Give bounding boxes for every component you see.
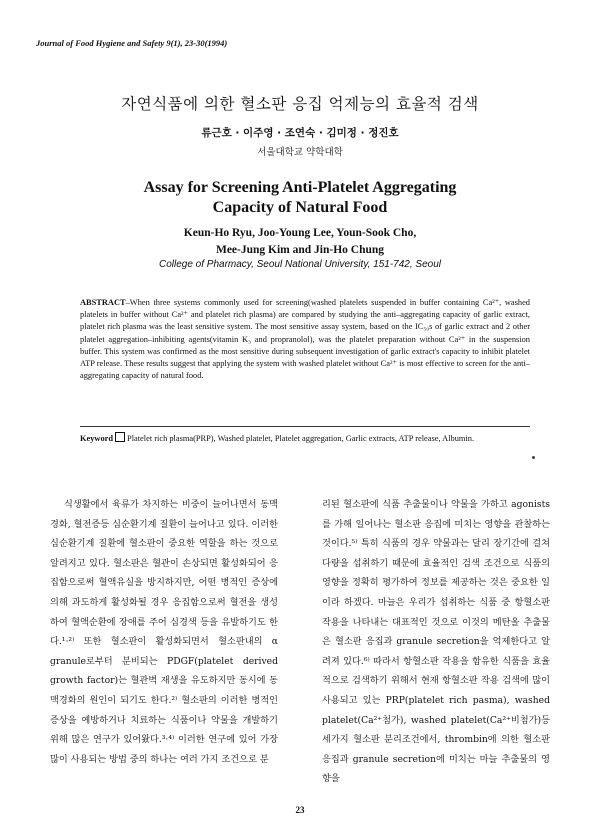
- checkbox-square-icon: [115, 432, 125, 442]
- abstract-text: –When three systems commonly used for screening(washed platelets suspended in buffer containing Ca²⁺, washed platelets in buffer without Ca²⁺ and platelet rich plasma) are compared by studying the anti–aggregating capacity of garlic extract, platelet rich plasma was the least sensitive system. The most sensitive assay system, based on the IC₅₀s of garlic extract and 2 other platelet aggregation–inhibiting agents(vitamin K₃ and propranolol), was the platelet preparation without Ca²⁺ in the suspension buffer. This system was confirmed as the most sensitive during subsequent investigation of garlic extract's capacity to inhibit platelet ATP release. These results suggest that applying the system with washed platelet without Ca²⁺ is most effective to screen for the anti–aggregating capacity of natural food.: [80, 298, 530, 381]
- body-column-right: [322, 495, 550, 789]
- journal-header: Journal of Food Hygiene and Safety 9(1), 23-30(1994): [36, 38, 228, 48]
- title-korean: 자연식품에 의한 혈소판 응집 억제능의 효율적 검색: [121, 95, 479, 113]
- authors-english-line-2: Mee-Jung Kim and Jin-Ho Chung: [215, 244, 385, 256]
- keyword-text: Platelet rich plasma(PRP), Washed platelet, Platelet aggregation, Garlic extracts, ATP release, Albumin.: [127, 434, 475, 443]
- body-paragraph: 식생활에서 육류가 차지하는 비중이 늘어나면서 동맥경화, 혈전증등 심순환기계 질환이 늘어나고 있다. 이러한 심순환기계 질환에 혈소판이 중요한 역할을 하는 것으로 알려지고 있다. 혈소판은 혈관이 손상되면 활성화되어 응집함으로써 혈액유실을 방지하지만, 어떤 병적인 증상에 의해 과도하게 활성화될 경우 응집함으로써 혈전을 생성하여 혈액순환에 장애를 주어 심경색 등을 유발하기도 한다.¹·²⁾ 또한 혈소판이 활성화되면서 혈소판내의 α granule로부터 분비되는 PDGF(platelet derived growth factor)는 혈관벽 재생을 유도하지만 동시에 동맥경화의 원인이 되기도 한다.²⁾ 혈소판의 이러한 병적인 증상을 예방하거나 치료하는 식품이나 약물을 개발하기 위해 많은 연구가 있어왔다.³·⁴⁾ 이러한 연구에 있어 가장 많이 사용되는 방법 중의 하나는 여러 가지 조건으로 분: [50, 499, 278, 765]
- stray-dot-mark: [532, 456, 535, 459]
- abstract: [80, 297, 530, 382]
- affiliation-korean: 서울대학교 약학대학: [257, 147, 343, 158]
- abstract-label: ABSTRACT: [80, 298, 126, 307]
- keyword-divider: [80, 426, 530, 427]
- affiliation-english: College of Pharmacy, Seoul National University, 151-742, Seoul: [158, 259, 441, 270]
- authors-english: [0, 225, 600, 259]
- body-paragraph: 리된 혈소판에 식품 추출물이나 약물을 가하고 agonists를 가해 일어나는 혈소판 응집에 미치는 영향을 관찰하는 것이다.⁵⁾ 특히 식품의 경우 약물과는 달리 장기간에 걸쳐 다량을 섭취하기 때문에 효율적인 검색 조건으로 식품의 영향을 정확히 평가하여 정보를 제공하는 것은 중요한 일이라 하겠다. 마늘은 우리가 섭취하는 식품 중 항혈소판 작용을 나타내는 대표적인 것으로 이것의 메탄올 추출물은 혈소판 응집과 granule secretion을 억제한다고 알려져 있다.⁶⁾ 따라서 항혈소판 작용을 함유한 식품을 효율적으로 검색하기 위해서 현재 항혈소판 작용 검색에 많이 사용되고 있는 PRP(platelet rich pasma), washed platelet(Ca²⁺첨가), washed platelet(Ca²⁺비첨가)등 세가지 혈소판 분리조건에서, thrombin에 의한 혈소판응집과 granule secretion에 미치는 마늘 추출물의 영향을: [322, 499, 550, 785]
- title-english-line-1: Assay for Screening Anti-Platelet Aggregating: [143, 179, 457, 196]
- keyword-label: Keyword: [80, 434, 114, 443]
- title-english: [0, 178, 600, 218]
- keyword-block: [80, 432, 530, 446]
- body-column-left: [50, 495, 278, 769]
- title-english-line-2: Capacity of Natural Food: [212, 199, 388, 216]
- authors-korean: 류근호 · 이주영 · 조연숙 · 김미정 · 정진호: [201, 127, 399, 139]
- authors-english-line-1: Keun-Ho Ryu, Joo-Young Lee, Youn-Sook Cho,: [183, 227, 417, 239]
- page-number: 23: [295, 805, 305, 815]
